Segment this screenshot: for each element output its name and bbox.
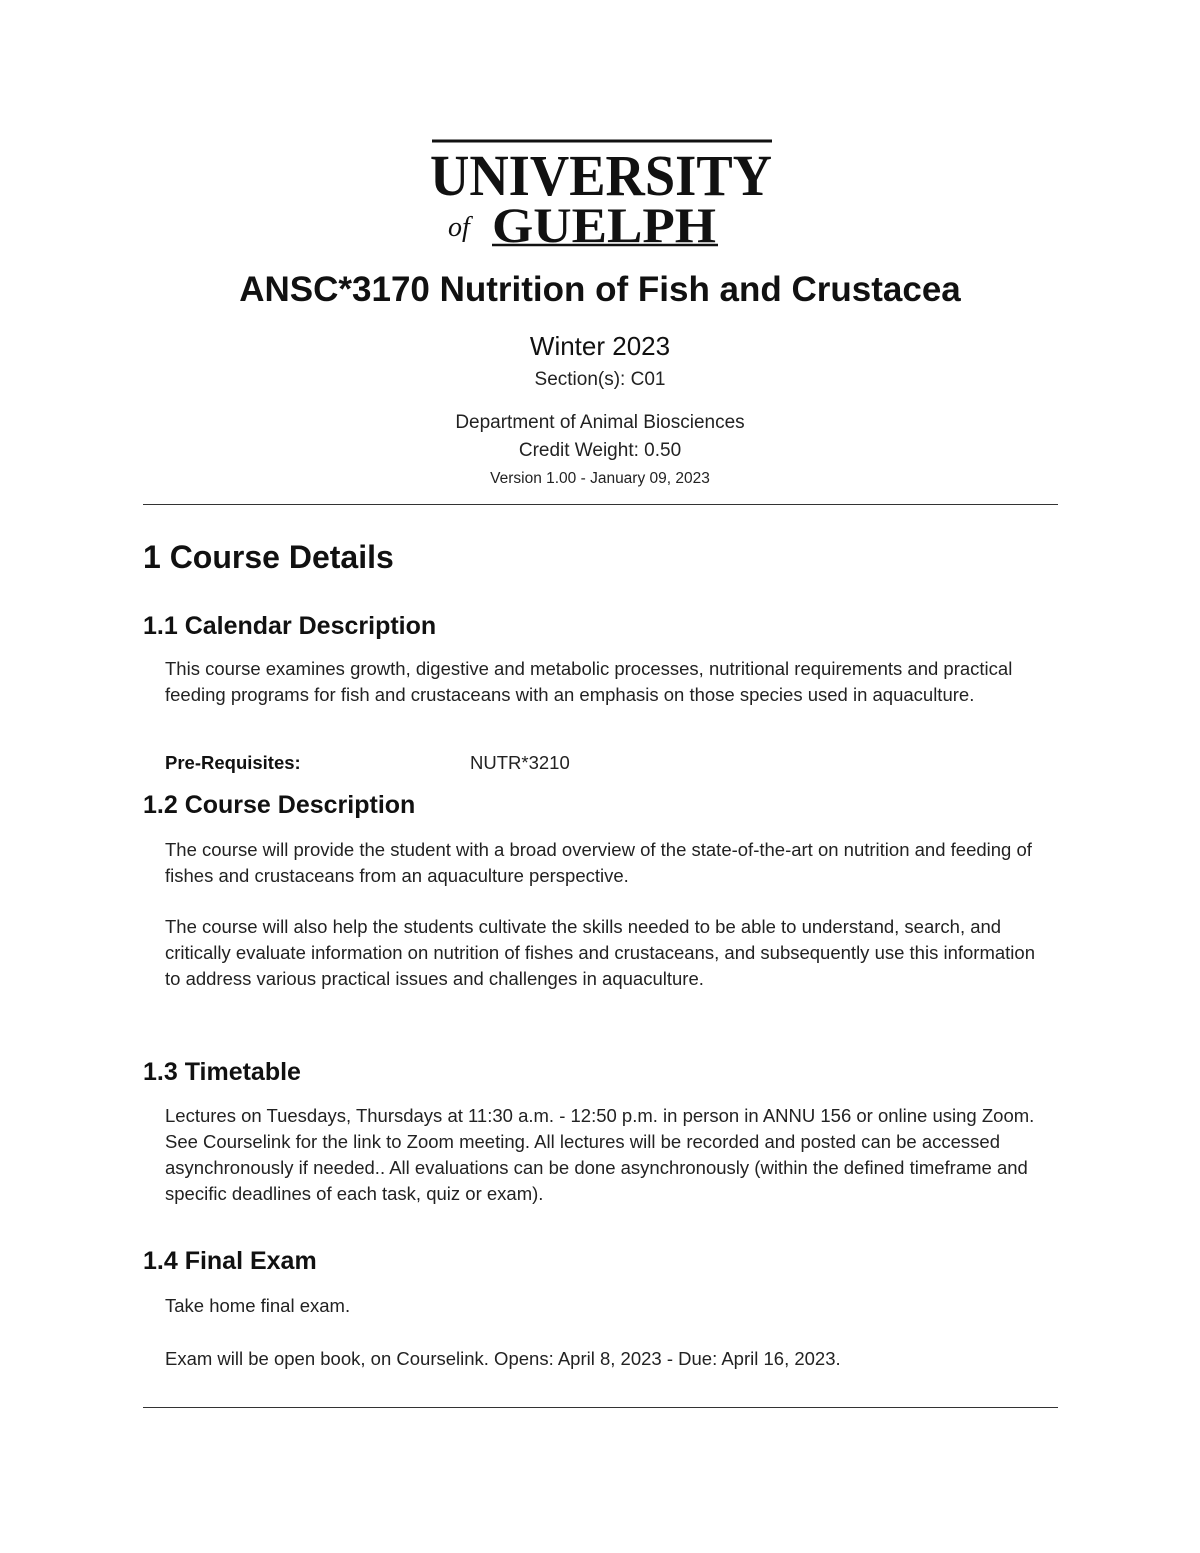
course-department: Department of Animal Biosciences bbox=[455, 412, 745, 433]
logo-of-text: of bbox=[448, 212, 470, 243]
course-description-paragraph-2: The course will also help the students cultivate the skills needed to be able to understand, search, and critically evaluate information on nutrition of fishes and crustaceans, and subsequently use this information to address various practical issues and challenges in aquaculture. bbox=[165, 916, 1035, 989]
prerequisites-label: Pre-Requisites: bbox=[165, 752, 301, 773]
course-term: Winter 2023 bbox=[529, 331, 671, 361]
heading-timetable: 1.3 Timetable bbox=[143, 1058, 301, 1086]
calendar-description-text: This course examines growth, digestive and metabolic processes, nutritional requirements and practical feeding programs for fish and crustaceans with an emphasis on those species used in aquaculture. bbox=[165, 658, 1013, 705]
course-description-paragraph-1: The course will provide the student with a broad overview of the state-of-the-art on nutrition and feeding of fishes and crustaceans from an aquaculture perspective. bbox=[165, 839, 1032, 886]
heading-course-description: 1.2 Course Description bbox=[143, 791, 416, 819]
logo-university-text: UNIVERSITY bbox=[430, 143, 772, 208]
prerequisites-value: NUTR*3210 bbox=[470, 752, 570, 773]
course-title: ANSC*3170 Nutrition of Fish and Crustacea bbox=[239, 270, 961, 309]
credit-weight: Credit Weight: 0.50 bbox=[518, 440, 682, 461]
timetable-text: Lectures on Tuesdays, Thursdays at 11:30 a.m. - 12:50 p.m. in person in ANNU 156 or online using Zoom. See Courselink for the link to Zoom meeting. All lectures will be recorded and posted can be accessed asynchronously if needed.. All evaluations can be done asynchronously (within the defined timeframe and specific deadlines of each task, quiz or exam). bbox=[165, 1105, 1035, 1204]
university-logo bbox=[426, 138, 776, 248]
heading-calendar-description: 1.1 Calendar Description bbox=[143, 612, 437, 640]
course-sections: Section(s): C01 bbox=[534, 369, 666, 390]
footer-divider bbox=[143, 1407, 1058, 1408]
logo-guelph-text: GUELPH bbox=[492, 197, 717, 248]
final-exam-paragraph-1: Take home final exam. bbox=[165, 1295, 351, 1316]
section-heading-course-details: 1 Course Details bbox=[143, 539, 394, 575]
final-exam-paragraph-2: Exam will be open book, on Courselink. Opens: April 8, 2023 - Due: April 16, 2023. bbox=[165, 1348, 841, 1369]
header-divider bbox=[143, 504, 1058, 505]
heading-final-exam: 1.4 Final Exam bbox=[143, 1247, 317, 1275]
document-version: Version 1.00 - January 09, 2023 bbox=[490, 470, 710, 487]
